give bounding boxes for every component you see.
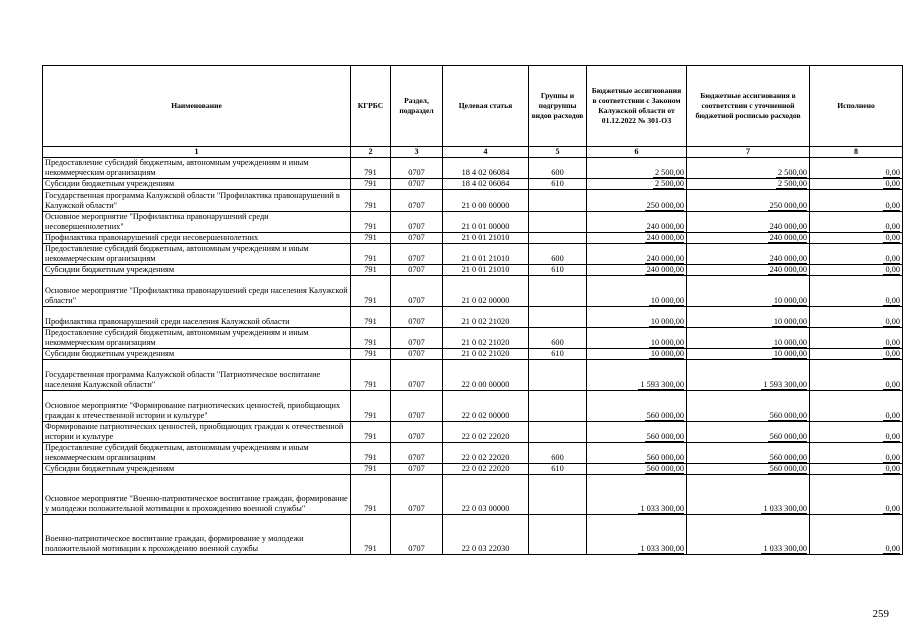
row-section: 0707 — [391, 422, 443, 443]
row-section: 0707 — [391, 515, 443, 555]
row-executed-amount — [810, 422, 903, 443]
row-law-amount-value: 250 000,00 — [646, 201, 684, 210]
row-law-amount — [587, 349, 687, 360]
row-kgrbs: 791 — [351, 233, 391, 244]
row-law-amount-value: 2 500,00 — [654, 179, 684, 188]
row-kgrbs: 791 — [351, 475, 391, 515]
header-row — [43, 66, 903, 147]
table-row — [43, 443, 903, 464]
row-kgrbs: 791 — [351, 443, 391, 464]
row-expense-group: 610 — [529, 464, 587, 475]
row-expense-group: 600 — [529, 244, 587, 265]
column-number: 6 — [587, 147, 687, 158]
row-name: Субсидии бюджетным учреждениям — [43, 179, 351, 190]
row-law-amount-value: 2 500,00 — [654, 168, 684, 177]
row-expense-group — [529, 391, 587, 422]
row-refined-amount-value: 250 000,00 — [769, 201, 807, 210]
row-target-article: 22 0 03 22030 — [443, 515, 529, 555]
row-kgrbs: 791 — [351, 307, 391, 328]
row-name: Основное мероприятие "Профилактика правонарушений среди несовершеннолетних" — [43, 212, 351, 233]
row-kgrbs: 791 — [351, 360, 391, 391]
row-executed-amount-value: 0,00 — [885, 233, 900, 242]
row-section: 0707 — [391, 212, 443, 233]
row-refined-amount — [687, 276, 810, 307]
row-law-amount-value: 10 000,00 — [650, 296, 684, 305]
row-refined-amount — [687, 233, 810, 244]
row-executed-amount-value: 0,00 — [885, 201, 900, 210]
row-expense-group: 610 — [529, 179, 587, 190]
header-expense-groups: Группы и подгруппы видов расходов — [529, 66, 587, 147]
row-law-amount — [587, 443, 687, 464]
row-law-amount-value: 1 593 300,00 — [640, 380, 684, 389]
row-executed-amount — [810, 265, 903, 276]
header-executed: Исполнено — [810, 66, 903, 147]
row-target-article: 18 4 02 06084 — [443, 158, 529, 179]
table-row — [43, 328, 903, 349]
row-executed-amount — [810, 233, 903, 244]
row-executed-amount — [810, 328, 903, 349]
table-row — [43, 179, 903, 190]
row-section: 0707 — [391, 443, 443, 464]
row-refined-amount — [687, 265, 810, 276]
row-kgrbs: 791 — [351, 328, 391, 349]
row-name: Предоставление субсидий бюджетным, автономным учреждениям и иным некоммерческим организациям — [43, 443, 351, 464]
row-section: 0707 — [391, 233, 443, 244]
row-refined-amount — [687, 464, 810, 475]
row-law-amount-value: 1 033 300,00 — [640, 504, 684, 513]
row-law-amount-value: 10 000,00 — [650, 317, 684, 326]
row-executed-amount — [810, 307, 903, 328]
row-target-article: 21 0 02 21020 — [443, 349, 529, 360]
row-executed-amount — [810, 443, 903, 464]
row-expense-group — [529, 190, 587, 212]
table-body — [43, 158, 903, 555]
row-expense-group — [529, 360, 587, 391]
table-row — [43, 212, 903, 233]
row-executed-amount-value: 0,00 — [885, 317, 900, 326]
table-row — [43, 265, 903, 276]
row-expense-group: 610 — [529, 265, 587, 276]
row-target-article: 21 0 02 21020 — [443, 307, 529, 328]
row-law-amount — [587, 475, 687, 515]
table-row — [43, 349, 903, 360]
row-executed-amount — [810, 276, 903, 307]
row-refined-amount-value: 240 000,00 — [769, 265, 807, 274]
row-law-amount — [587, 307, 687, 328]
row-law-amount — [587, 190, 687, 212]
row-refined-amount-value: 240 000,00 — [769, 233, 807, 242]
row-law-amount — [587, 464, 687, 475]
table-row — [43, 515, 903, 555]
row-executed-amount-value: 0,00 — [885, 222, 900, 231]
row-target-article: 21 0 01 21010 — [443, 244, 529, 265]
row-kgrbs: 791 — [351, 515, 391, 555]
column-number: 4 — [443, 147, 529, 158]
row-executed-amount-value: 0,00 — [885, 349, 900, 358]
budget-table — [42, 65, 903, 555]
row-expense-group — [529, 422, 587, 443]
row-kgrbs: 791 — [351, 265, 391, 276]
row-section: 0707 — [391, 244, 443, 265]
row-executed-amount — [810, 190, 903, 212]
table-row — [43, 475, 903, 515]
row-executed-amount-value: 0,00 — [885, 265, 900, 274]
row-refined-amount — [687, 328, 810, 349]
row-law-amount-value: 10 000,00 — [650, 338, 684, 347]
row-section: 0707 — [391, 391, 443, 422]
row-law-amount-value: 240 000,00 — [646, 254, 684, 263]
row-section: 0707 — [391, 475, 443, 515]
row-name: Субсидии бюджетным учреждениям — [43, 464, 351, 475]
row-refined-amount — [687, 422, 810, 443]
row-section: 0707 — [391, 190, 443, 212]
row-law-amount-value: 560 000,00 — [646, 411, 684, 420]
row-executed-amount — [810, 349, 903, 360]
column-number: 8 — [810, 147, 903, 158]
row-target-article: 21 0 01 21010 — [443, 233, 529, 244]
row-kgrbs: 791 — [351, 158, 391, 179]
row-law-amount-value: 560 000,00 — [646, 432, 684, 441]
row-executed-amount-value: 0,00 — [885, 179, 900, 188]
row-refined-amount — [687, 190, 810, 212]
row-name: Военно-патриотическое воспитание граждан, формирование у молодежи положительной мотивации к прохождению военной службы — [43, 515, 351, 555]
header-kgrbs: КГРБС — [351, 66, 391, 147]
row-expense-group — [529, 233, 587, 244]
row-law-amount — [587, 360, 687, 391]
row-target-article: 22 0 02 22020 — [443, 443, 529, 464]
row-refined-amount-value: 10 000,00 — [773, 296, 807, 305]
row-executed-amount — [810, 391, 903, 422]
row-target-article: 22 0 03 00000 — [443, 475, 529, 515]
row-law-amount-value: 10 000,00 — [650, 349, 684, 358]
row-law-amount-value: 240 000,00 — [646, 265, 684, 274]
row-executed-amount — [810, 158, 903, 179]
row-law-amount — [587, 212, 687, 233]
row-section: 0707 — [391, 179, 443, 190]
row-refined-amount-value: 1 033 300,00 — [763, 504, 807, 513]
row-kgrbs: 791 — [351, 212, 391, 233]
row-law-amount-value: 240 000,00 — [646, 233, 684, 242]
row-law-amount — [587, 158, 687, 179]
row-refined-amount — [687, 244, 810, 265]
table-row — [43, 422, 903, 443]
row-refined-amount — [687, 212, 810, 233]
row-refined-amount — [687, 158, 810, 179]
row-section: 0707 — [391, 276, 443, 307]
row-name: Государственная программа Калужской области "Профилактика правонарушений в Калужской области" — [43, 190, 351, 212]
row-kgrbs: 791 — [351, 190, 391, 212]
table-row — [43, 276, 903, 307]
row-refined-amount — [687, 391, 810, 422]
row-refined-amount-value: 10 000,00 — [773, 317, 807, 326]
row-law-amount — [587, 276, 687, 307]
row-expense-group — [529, 276, 587, 307]
row-target-article: 21 0 02 21020 — [443, 328, 529, 349]
row-executed-amount — [810, 244, 903, 265]
row-expense-group: 600 — [529, 158, 587, 179]
row-expense-group — [529, 307, 587, 328]
row-refined-amount-value: 560 000,00 — [769, 411, 807, 420]
row-refined-amount-value: 240 000,00 — [769, 222, 807, 231]
row-refined-amount — [687, 349, 810, 360]
row-target-article: 22 0 02 00000 — [443, 391, 529, 422]
header-name: Наименование — [43, 66, 351, 147]
row-target-article: 18 4 02 06084 — [443, 179, 529, 190]
row-law-amount — [587, 422, 687, 443]
row-section: 0707 — [391, 307, 443, 328]
column-number: 7 — [687, 147, 810, 158]
row-kgrbs: 791 — [351, 464, 391, 475]
column-number: 2 — [351, 147, 391, 158]
row-refined-amount-value: 1 033 300,00 — [763, 544, 807, 553]
row-executed-amount — [810, 179, 903, 190]
row-name: Субсидии бюджетным учреждениям — [43, 349, 351, 360]
row-executed-amount-value: 0,00 — [885, 453, 900, 462]
row-executed-amount — [810, 475, 903, 515]
row-target-article: 22 0 00 00000 — [443, 360, 529, 391]
row-name: Предоставление субсидий бюджетным, автономным учреждениям и иным некоммерческим организациям — [43, 328, 351, 349]
row-expense-group — [529, 212, 587, 233]
row-refined-amount — [687, 360, 810, 391]
table-row — [43, 464, 903, 475]
row-executed-amount — [810, 212, 903, 233]
row-refined-amount-value: 1 593 300,00 — [763, 380, 807, 389]
row-refined-amount — [687, 443, 810, 464]
row-law-amount — [587, 515, 687, 555]
row-section: 0707 — [391, 265, 443, 276]
row-executed-amount-value: 0,00 — [885, 338, 900, 347]
row-kgrbs: 791 — [351, 179, 391, 190]
row-name: Профилактика правонарушений среди населения Калужской области — [43, 307, 351, 328]
row-expense-group: 600 — [529, 443, 587, 464]
row-refined-amount-value: 560 000,00 — [769, 432, 807, 441]
row-target-article: 22 0 02 22020 — [443, 422, 529, 443]
row-law-amount — [587, 179, 687, 190]
row-law-amount — [587, 244, 687, 265]
row-kgrbs: 791 — [351, 349, 391, 360]
page-number: 259 — [872, 608, 889, 620]
column-number-row — [43, 147, 903, 158]
row-executed-amount-value: 0,00 — [885, 432, 900, 441]
header-refined-allocations: Бюджетные ассигнования в соответствии с уточненной бюджетной росписью расходов — [687, 66, 810, 147]
table-row — [43, 360, 903, 391]
row-law-amount-value: 240 000,00 — [646, 222, 684, 231]
row-refined-amount-value: 10 000,00 — [773, 338, 807, 347]
column-number: 3 — [391, 147, 443, 158]
row-refined-amount — [687, 179, 810, 190]
row-refined-amount-value: 2 500,00 — [777, 168, 807, 177]
row-target-article: 22 0 02 22020 — [443, 464, 529, 475]
row-law-amount-value: 560 000,00 — [646, 453, 684, 462]
table-row — [43, 190, 903, 212]
row-section: 0707 — [391, 349, 443, 360]
header-law-allocations: Бюджетные ассигнования в соответствии с Законом Калужской области от 01.12.2022 № 301-ОЗ — [587, 66, 687, 147]
row-executed-amount-value: 0,00 — [885, 254, 900, 263]
row-name: Государственная программа Калужской области "Патриотическое воспитание населения Калужской области" — [43, 360, 351, 391]
row-expense-group — [529, 515, 587, 555]
row-law-amount-value: 560 000,00 — [646, 464, 684, 473]
row-law-amount-value: 1 033 300,00 — [640, 544, 684, 553]
row-refined-amount-value: 240 000,00 — [769, 254, 807, 263]
row-section: 0707 — [391, 360, 443, 391]
row-name: Профилактика правонарушений среди несовершеннолетних — [43, 233, 351, 244]
row-refined-amount — [687, 475, 810, 515]
header-target-article: Целевая статья — [443, 66, 529, 147]
row-law-amount — [587, 233, 687, 244]
row-name: Основное мероприятие "Военно-патриотическое воспитание граждан, формирование у молодежи положительной мотивации к прохождению военной службы" — [43, 475, 351, 515]
row-kgrbs: 791 — [351, 422, 391, 443]
row-name: Предоставление субсидий бюджетным, автономным учреждениям и иным некоммерческим организациям — [43, 158, 351, 179]
row-law-amount — [587, 328, 687, 349]
row-section: 0707 — [391, 328, 443, 349]
row-target-article: 21 0 02 00000 — [443, 276, 529, 307]
row-section: 0707 — [391, 464, 443, 475]
row-name: Формирование патриотических ценностей, приобщающих граждан к отечественной истории и культуре — [43, 422, 351, 443]
row-target-article: 21 0 00 00000 — [443, 190, 529, 212]
row-law-amount — [587, 265, 687, 276]
row-executed-amount-value: 0,00 — [885, 168, 900, 177]
row-name: Субсидии бюджетным учреждениям — [43, 265, 351, 276]
row-executed-amount-value: 0,00 — [885, 464, 900, 473]
column-number: 5 — [529, 147, 587, 158]
row-section: 0707 — [391, 158, 443, 179]
row-refined-amount-value: 10 000,00 — [773, 349, 807, 358]
row-name: Предоставление субсидий бюджетным, автономным учреждениям и иным некоммерческим организациям — [43, 244, 351, 265]
row-kgrbs: 791 — [351, 276, 391, 307]
table-row — [43, 244, 903, 265]
row-law-amount — [587, 391, 687, 422]
table-row — [43, 233, 903, 244]
row-executed-amount-value: 0,00 — [885, 411, 900, 420]
row-executed-amount-value: 0,00 — [885, 544, 900, 553]
row-expense-group: 610 — [529, 349, 587, 360]
row-refined-amount-value: 560 000,00 — [769, 453, 807, 462]
row-refined-amount-value: 560 000,00 — [769, 464, 807, 473]
row-executed-amount-value: 0,00 — [885, 380, 900, 389]
row-name: Основное мероприятие "Формирование патриотических ценностей, приобщающих граждан к отечественной истории и культуре" — [43, 391, 351, 422]
table-row — [43, 158, 903, 179]
row-refined-amount — [687, 515, 810, 555]
row-executed-amount — [810, 464, 903, 475]
row-kgrbs: 791 — [351, 244, 391, 265]
row-expense-group — [529, 475, 587, 515]
row-name: Основное мероприятие "Профилактика правонарушений среди населения Калужской области" — [43, 276, 351, 307]
column-number: 1 — [43, 147, 351, 158]
row-executed-amount — [810, 515, 903, 555]
row-kgrbs: 791 — [351, 391, 391, 422]
row-expense-group: 600 — [529, 328, 587, 349]
row-target-article: 21 0 01 21010 — [443, 265, 529, 276]
table-row — [43, 391, 903, 422]
row-executed-amount-value: 0,00 — [885, 504, 900, 513]
row-executed-amount-value: 0,00 — [885, 296, 900, 305]
row-target-article: 21 0 01 00000 — [443, 212, 529, 233]
header-section: Раздел, подраздел — [391, 66, 443, 147]
row-refined-amount-value: 2 500,00 — [777, 179, 807, 188]
row-refined-amount — [687, 307, 810, 328]
row-executed-amount — [810, 360, 903, 391]
table-row — [43, 307, 903, 328]
